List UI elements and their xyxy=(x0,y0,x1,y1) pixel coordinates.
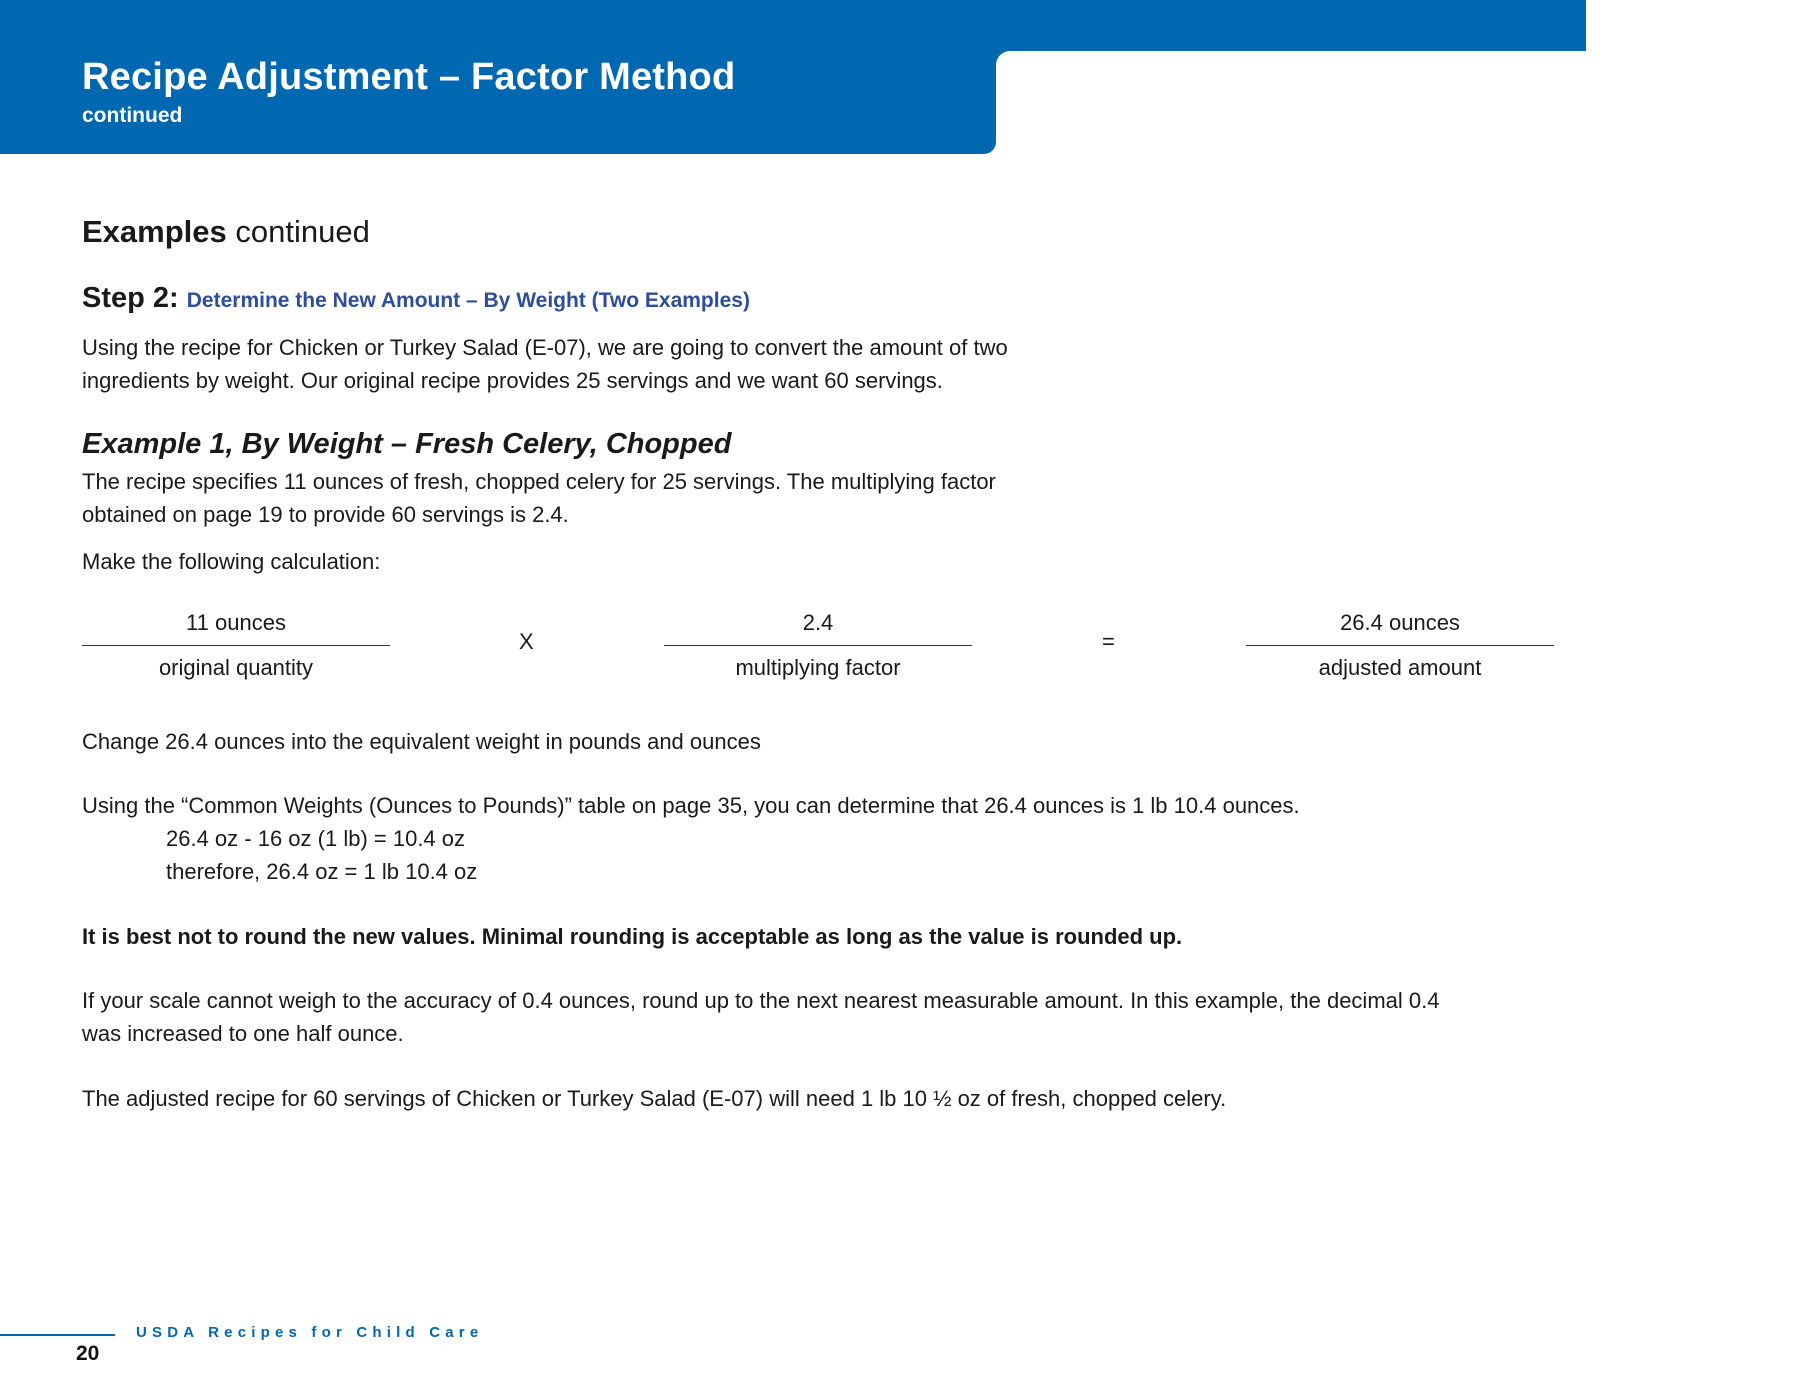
fraction-original-bottom: original quantity xyxy=(158,655,314,680)
examples-heading-rest: continued xyxy=(226,214,370,249)
fraction-adjusted xyxy=(1246,607,1554,684)
fraction-adjusted-bottom: adjusted amount xyxy=(1318,655,1482,680)
conversion-equation-1: 26.4 oz - 16 oz (1 lb) = 10.4 oz xyxy=(166,826,466,851)
header-notch xyxy=(996,51,1010,65)
fraction-original xyxy=(82,607,390,684)
page-number: 20 xyxy=(76,1342,100,1365)
conversion-table-ref: Using the “Common Weights (Ounces to Pounds)” table on page 35, you can determine that 26.4 ounces is 1 lb 10.4 ounces. xyxy=(82,793,1300,818)
example-1-line-2: obtained on page 19 to provide 60 servings is 2.4. xyxy=(82,502,569,527)
scale-line-2: was increased to one half ounce. xyxy=(82,1021,404,1046)
fraction-line xyxy=(82,645,390,646)
conversion-change: Change 26.4 ounces into the equivalent weight in pounds and ounces xyxy=(82,729,761,754)
conversion-equation-2: therefore, 26.4 oz = 1 lb 10.4 oz xyxy=(166,859,478,884)
fraction-original-top: 11 ounces xyxy=(186,610,286,635)
calc-intro: Make the following calculation: xyxy=(82,549,381,574)
fraction-factor-bottom: multiplying factor xyxy=(735,655,901,680)
examples-heading-bold: Examples xyxy=(82,214,227,249)
intro-line-2: ingredients by weight. Our original recipe provides 25 servings and we want 60 servings. xyxy=(82,368,943,393)
step-label: Step 2: xyxy=(82,282,187,314)
step-heading xyxy=(82,282,750,315)
intro-line-1: Using the recipe for Chicken or Turkey Salad (E-07), we are going to convert the amount of two xyxy=(82,335,1008,360)
conclusion: The adjusted recipe for 60 servings of Chicken or Turkey Salad (E-07) will need 1 lb 10 ½ oz of fresh, chopped celery. xyxy=(82,1086,1227,1111)
example-1-line-1: The recipe specifies 11 ounces of fresh, chopped celery for 25 servings. The multiplying factor xyxy=(82,469,996,494)
fraction-line xyxy=(664,645,972,646)
example-1-heading: Example 1, By Weight – Fresh Celery, Chopped xyxy=(82,428,732,460)
page-subtitle: continued xyxy=(82,104,183,127)
step-description: Determine the New Amount – By Weight (Two Examples) xyxy=(186,289,750,312)
examples-heading xyxy=(82,214,370,250)
footer-rule xyxy=(0,1334,115,1336)
fraction-adjusted-top: 26.4 ounces xyxy=(1340,610,1460,635)
times-operator: X xyxy=(519,629,534,654)
fraction-factor xyxy=(664,607,972,684)
scale-line-1: If your scale cannot weigh to the accuracy of 0.4 ounces, round up to the next nearest measurable amount. In this example, the decimal 0.4 xyxy=(82,988,1440,1013)
footer-brand: USDA Recipes for Child Care xyxy=(136,1324,484,1341)
equals-operator: = xyxy=(1102,629,1115,654)
fraction-line xyxy=(1246,645,1554,646)
fraction-factor-top: 2.4 xyxy=(802,610,834,635)
rounding-note: It is best not to round the new values. Minimal rounding is acceptable as long as the value is rounded up. xyxy=(82,924,1183,949)
page-title: Recipe Adjustment – Factor Method xyxy=(82,56,736,98)
